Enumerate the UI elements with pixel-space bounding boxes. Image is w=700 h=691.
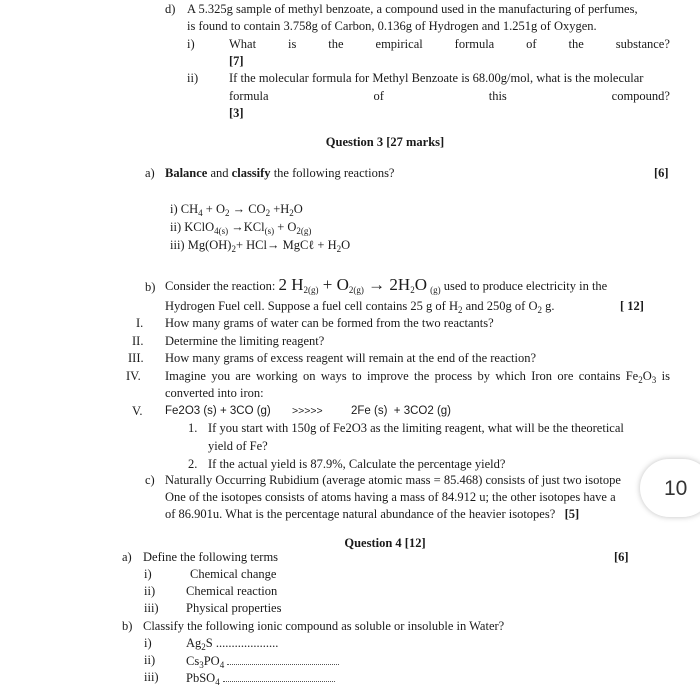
q3b-iv-line1: Imagine you are working on ways to improve the process by which Iron ore contains $Fe_2O_3$ is — [165, 369, 670, 385]
q3b-v-arrow: >>>>> — [292, 405, 323, 417]
q3a-reaction-3: iii) $Mg(OH)_2+ HCl\to$ MgCℓ + $H_2O$ — [170, 238, 351, 254]
q3b-iv-num: IV. — [126, 369, 141, 383]
q3b-sub1-num: 1. — [188, 421, 198, 435]
q4b-item-num: iii) — [144, 670, 159, 684]
q4b-text: Classify the following ionic compound as soluble or insoluble in Water? — [143, 619, 505, 633]
q3a-text: Balance and classify the following reactions? — [165, 166, 395, 180]
q3b-item-text: How many grams of excess reagent will remain at the end of the reaction? — [165, 351, 537, 365]
q2d-line2: is found to contain 3.758g of Carbon, 0.136g of Hydrogen and 1.251g of Oxygen. — [187, 19, 597, 33]
q3b-sub2-num: 2. — [188, 457, 198, 471]
q2d-i-question: What is the empirical formula of the substance? — [229, 37, 670, 51]
q4-heading: Question 4 [12] — [344, 536, 426, 550]
q3c-line1: Naturally Occurring Rubidium (average atomic mass = 85.468) consists of just two isotope — [165, 473, 621, 487]
q4a-marks: [6] — [614, 550, 629, 564]
q4a-item-text: Chemical reaction — [186, 584, 278, 598]
answer-blank[interactable]: .................... — [215, 636, 279, 650]
q4b-item-num: i) — [144, 636, 152, 650]
q3a-reaction-2: ii) KClO$_{4(s)}$ $\to KCl_{(s)} + O_{2(g)}$ — [170, 220, 312, 236]
answer-blank[interactable] — [227, 652, 339, 665]
q3b-v-equation-right: 2Fe (s) + 3CO2 (g) — [351, 405, 452, 417]
q2d-ii-line1: If the molecular formula for Methyl Benzoate is 68.00g/mol, what is the molecular — [229, 71, 644, 85]
q2d-label: d) — [165, 2, 176, 16]
q3-heading: Question 3 [27 marks] — [325, 135, 445, 149]
q4a-item-num: iii) — [144, 601, 159, 615]
q2d-line1: A 5.325g sample of methyl benzoate, a compound used in the manufacturing of perfumes, — [187, 2, 638, 16]
q4a-item-num: i) — [144, 567, 152, 581]
q3b-sub2-text: If the actual yield is 87.9%, Calculate the percentage yield? — [208, 457, 506, 471]
q3b-label: b) — [145, 280, 156, 294]
q3b-line2: Hydrogen Fuel cell. Suppose a fuel cell contains 25 g of $H_2$ and 250g of $O_2$ g. — [165, 299, 555, 315]
q3b-iv-line2: converted into iron: — [165, 386, 264, 400]
q4a-text: Define the following terms — [143, 550, 279, 564]
q3b-v-equation-left: Fe2O3 (s) + 3CO (g) — [165, 405, 271, 417]
q3b-v-num: V. — [132, 404, 143, 418]
q3a-marks: [6] — [654, 166, 669, 180]
q3b-sub1-line2: yield of Fe? — [208, 439, 268, 453]
q2d-ii-label: ii) — [187, 71, 199, 85]
page-number-badge[interactable]: 10 — [640, 459, 700, 517]
q2d-ii-marks: [3] — [229, 106, 244, 120]
q3b-item-text: Determine the limiting reagent? — [165, 334, 325, 348]
q2d-ii-line2: formula of this compound? — [229, 89, 670, 103]
q3c-line2: One of the isotopes consists of atoms having a mass of 84.912 u; the other isotopes have a — [165, 490, 616, 504]
q3b-item-num: III. — [128, 351, 144, 365]
answer-blank[interactable] — [223, 669, 335, 682]
q4b-item-compound: PbSO$_4$ — [186, 669, 335, 687]
q3c-line3: of 86.901u. What is the percentage natural abundance of the heavier isotopes? [5] — [165, 507, 580, 521]
q3b-marks: [ 12] — [620, 299, 644, 313]
q4a-item-num: ii) — [144, 584, 156, 598]
q3b-item-text: How many grams of water can be formed from the two reactants? — [165, 316, 494, 330]
q2d-i-marks: [7] — [229, 54, 244, 68]
q4b-label: b) — [122, 619, 133, 633]
q3b-line1: Consider the reaction: 2 $H_{2(g)} + O_{2(g)} \to 2H_2O$ $_{(g)}$ used to produce electricity in the — [165, 275, 608, 295]
q4a-label: a) — [122, 550, 132, 564]
q3a-reaction-1: i) $CH_4 + O_2 \to CO_2 +H_2O$ — [170, 202, 303, 218]
q4a-item-text: Chemical change — [190, 567, 277, 581]
q4b-item-compound: $Cs_3PO_4$ — [186, 652, 339, 670]
q2d-i-label: i) — [187, 37, 195, 51]
q4b-item-num: ii) — [144, 653, 156, 667]
q4b-item-compound: $Ag_2S$ .................... — [186, 636, 279, 652]
q3b-item-num: I. — [136, 316, 144, 330]
q4a-item-text: Physical properties — [186, 601, 282, 615]
q3c-label: c) — [145, 473, 155, 487]
q3b-item-num: II. — [132, 334, 144, 348]
q3b-sub1-line1: If you start with 150g of Fe2O3 as the limiting reagent, what will be the theoretical — [208, 421, 624, 435]
q3a-label: a) — [145, 166, 155, 180]
